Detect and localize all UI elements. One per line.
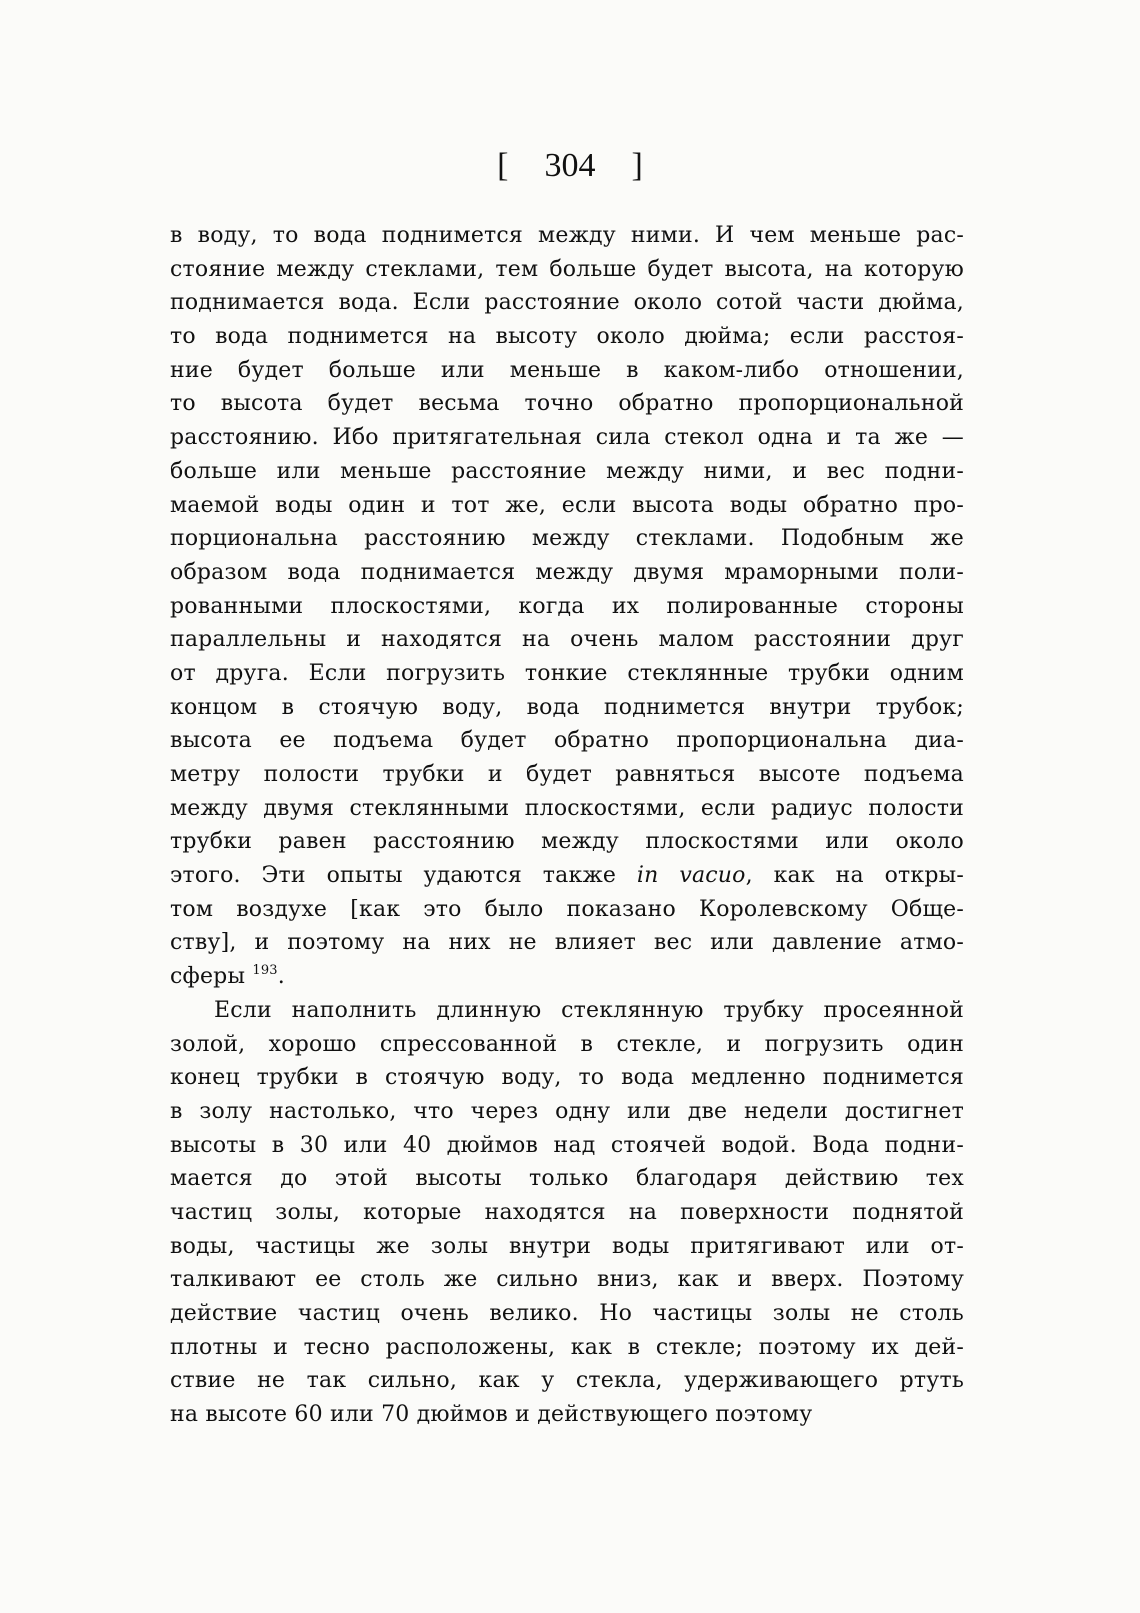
text-line: этого. Эти опыты удаются также in vacuo, как на откры- <box>170 863 964 889</box>
paragraph <box>170 994 964 1432</box>
text-line: действие частиц очень велико. Но частицы золы не столь <box>170 1301 964 1326</box>
text-line: то вода поднимется на высоту около дюйма; если расстоя- <box>170 324 964 350</box>
page-header <box>0 146 1140 186</box>
text-line: в золу настолько, что через одну или две недели достигнет <box>170 1098 964 1124</box>
text-line: метру полости трубки и будет равняться высоте подъема <box>170 762 964 787</box>
text-line: рованными плоскостями, когда их полированные стороны <box>170 593 964 619</box>
text-line: трубки равен расстоянию между плоскостями или около <box>170 829 964 855</box>
text-line: воды, частицы же золы внутри воды притягивают или от- <box>170 1233 964 1259</box>
text-line: от друга. Если погрузить тонкие стеклянные трубки одним <box>170 660 964 686</box>
text-line: Если наполнить длинную стеклянную трубку просеянной <box>214 997 964 1023</box>
text-line: талкивают ее столь же сильно вниз, как и вверх. Поэтому <box>170 1267 964 1293</box>
text-line: мается до этой высоты только благодаря действию тех <box>170 1166 964 1192</box>
text-line: золой, хорошо спрессованной в стекле, и погрузить один <box>170 1031 964 1057</box>
text-line: концом в стоячую воду, вода поднимется внутри трубок; <box>170 694 964 720</box>
paragraph <box>170 219 964 994</box>
text-line: частиц золы, которые находятся на поверхности поднятой <box>170 1199 964 1225</box>
text-line: больше или меньше расстояние между ними, и вес подни- <box>170 458 964 484</box>
end-punctuation: . <box>277 964 285 990</box>
text-line: на высоте 60 или 70 дюймов и действующего поэтому <box>170 1402 813 1428</box>
text-line: расстоянию. Ибо притягательная сила стекол одна и та же — <box>170 425 964 451</box>
text-line: стояние между стеклами, тем больше будет высота, на которую <box>170 256 964 282</box>
italic-phrase: in vacuo <box>636 863 746 889</box>
body-text <box>170 219 964 1432</box>
text-line: то высота будет весьма точно обратно пропорциональной <box>170 391 964 417</box>
text-line: плотны и тесно расположены, как в стекле; поэтому их дей- <box>170 1334 964 1360</box>
header-bracket-right: ] <box>631 147 643 184</box>
text-line: том воздухе [как это было показано Королевскому Обще- <box>170 896 964 922</box>
text-line: высота ее подъема будет обратно пропорциональна диа- <box>170 728 964 754</box>
text-line: сферы $^{193}$. <box>170 963 285 990</box>
footnote-ref[interactable]: 193 <box>252 963 278 979</box>
text-line: в воду, то вода поднимется между ними. И чем меньше рас- <box>170 223 964 248</box>
header-bracket-left: [ <box>497 147 509 184</box>
text-line: конец трубки в стоячую воду, то вода медленно поднимется <box>170 1065 964 1091</box>
text-line: маемой воды один и тот же, если высота воды обратно про- <box>170 492 964 518</box>
text-line: ству], и поэтому на них не влияет вес или давление атмо- <box>170 930 964 956</box>
text-line: ствие не так сильно, как у стекла, удерживающего ртуть <box>170 1368 964 1394</box>
text-line: ние будет больше или меньше в каком-либо отношении, <box>170 357 964 383</box>
page-number: 304 <box>544 147 596 184</box>
text-line: высоты в 30 или 40 дюймов над стоячей водой. Вода подни- <box>170 1132 964 1158</box>
text-line: порциональна расстоянию между стеклами. Подобным же <box>170 526 964 552</box>
text-line: между двумя стеклянными плоскостями, если радиус полости <box>170 795 964 821</box>
text-line: параллельны и находятся на очень малом расстоянии друг <box>170 627 964 653</box>
text-line: образом вода поднимается между двумя мраморными поли- <box>170 559 964 585</box>
text-line: поднимается вода. Если расстояние около сотой части дюйма, <box>170 290 964 316</box>
